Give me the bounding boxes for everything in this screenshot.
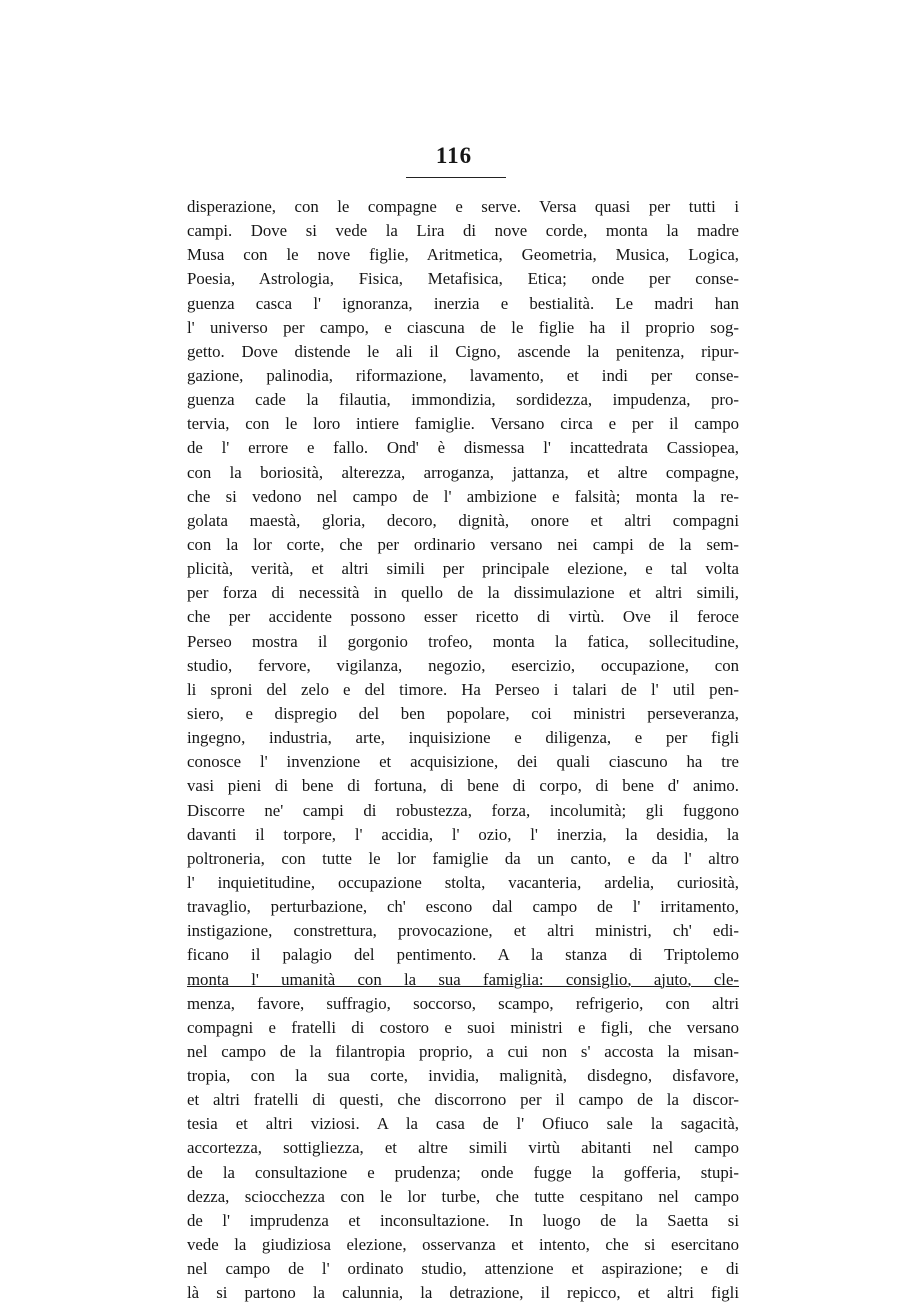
text-line: che si vedono nel campo de l' ambizione e falsità; monta la re- xyxy=(187,486,739,506)
text-line: davanti il torpore, l' accidia, l' ozio, l' inerzia, la desidia, la xyxy=(187,824,739,844)
text-line: tesia et altri viziosi. A la casa de l' Ofiuco sale la sagacità, xyxy=(187,1114,739,1134)
text-line: vede la giudiziosa elezione, osservanza et intento, che si esercitano xyxy=(187,1235,739,1255)
text-line: de la consultazione e prudenza; onde fugge la gofferia, stupi- xyxy=(187,1162,739,1182)
text-line: per forza di necessità in quello de la dissimulazione et altri simili, xyxy=(187,583,739,603)
text-line: de l' errore e fallo. Ond' è dismessa l' incattedrata Cassiopea, xyxy=(187,438,739,458)
text-line: de l' imprudenza et inconsultazione. In luogo de la Saetta si xyxy=(187,1210,739,1230)
text-line: instigazione, constrettura, provocazione, et altri ministri, ch' edi- xyxy=(187,921,739,941)
text-line: l' universo per campo, e ciascuna de le figlie ha il proprio sog- xyxy=(187,317,739,337)
text-line: travaglio, perturbazione, ch' escono dal campo de l' irritamento, xyxy=(187,897,739,917)
text-line: guenza casca l' ignoranza, inerzia e bestialità. Le madri han xyxy=(187,293,739,313)
text-line: Discorre ne' campi di robustezza, forza, incolumità; gli fuggono xyxy=(187,800,739,820)
text-line: nel campo de la filantropia proprio, a cui non s' accosta la misan- xyxy=(187,1041,739,1061)
text-line: poltroneria, con tutte le lor famiglie da un canto, e da l' altro xyxy=(187,848,739,868)
text-line: là si partono la calunnia, la detrazione, il repicco, et altri figli xyxy=(187,1283,739,1303)
text-line-underlined: monta l' umanità con la sua famiglia: consiglio, ajuto, cle- xyxy=(187,969,739,989)
text-line: studio, fervore, vigilanza, negozio, esercizio, occupazione, con xyxy=(187,655,739,675)
text-line: ficano il palagio del pentimento. A la stanza di Triptolemo xyxy=(187,945,739,965)
text-line: menza, favore, suffragio, soccorso, scampo, refrigerio, con altri xyxy=(187,993,739,1013)
text-line: Musa con le nove figlie, Aritmetica, Geometria, Musica, Logica, xyxy=(187,245,739,265)
text-line: con la lor corte, che per ordinario versano nei campi de la sem- xyxy=(187,534,739,554)
text-line: ingegno, industria, arte, inquisizione e diligenza, e per figli xyxy=(187,728,739,748)
text-line: nel campo de l' ordinato studio, attenzione et aspirazione; e di xyxy=(187,1259,739,1279)
text-line: con la boriosità, alterezza, arroganza, jattanza, et altre compagne, xyxy=(187,462,739,482)
text-line: tropia, con la sua corte, invidia, malignità, disdegno, disfavore, xyxy=(187,1066,739,1086)
text-line: Perseo mostra il gorgonio trofeo, monta la fatica, sollecitudine, xyxy=(187,631,739,651)
text-line: compagni e fratelli di costoro e suoi ministri e figli, che versano xyxy=(187,1017,739,1037)
body-text xyxy=(187,195,739,1305)
text-line: l' inquietitudine, occupazione stolta, vacanteria, ardelia, curiosità, xyxy=(187,872,739,892)
text-line: et altri fratelli di questi, che discorrono per il campo de la discor- xyxy=(187,1090,739,1110)
text-line: tervia, con le loro intiere famiglie. Versano circa e per il campo xyxy=(187,414,739,434)
text-line: plicità, verità, et altri simili per principale elezione, e tal volta xyxy=(187,559,739,579)
text-line: golata maestà, gloria, decoro, dignità, onore et altri compagni xyxy=(187,510,739,530)
text-line: li sproni del zelo e del timore. Ha Perseo i talari de l' util pen- xyxy=(187,679,739,699)
page-number: 116 xyxy=(435,143,473,168)
text-line: disperazione, con le compagne e serve. Versa quasi per tutti i xyxy=(187,197,739,216)
header-rule xyxy=(406,177,506,178)
text-line: getto. Dove distende le ali il Cigno, ascende la penitenza, ripur- xyxy=(187,341,739,361)
text-line: che per accidente possono esser ricetto di virtù. Ove il feroce xyxy=(187,607,739,627)
text-line: accortezza, sottigliezza, et altre simili virtù abitanti nel campo xyxy=(187,1138,739,1158)
text-line: conosce l' invenzione et acquisizione, dei quali ciascuno ha tre xyxy=(187,752,739,772)
text-line: Poesia, Astrologia, Fisica, Metafisica, Etica; onde per conse- xyxy=(187,269,739,289)
text-line: campi. Dove si vede la Lira di nove corde, monta la madre xyxy=(187,221,739,241)
text-line: gazione, palinodia, riformazione, lavamento, et indi per conse- xyxy=(187,365,739,385)
text-line: siero, e dispregio del ben popolare, coi ministri perseveranza, xyxy=(187,703,739,723)
text-line: vasi pieni di bene di fortuna, di bene di corpo, di bene d' animo. xyxy=(187,776,739,796)
text-line: dezza, sciocchezza con le lor turbe, che tutte cespitano nel campo xyxy=(187,1186,739,1206)
text-line: guenza cade la filautia, immondizia, sordidezza, impudenza, pro- xyxy=(187,390,739,410)
